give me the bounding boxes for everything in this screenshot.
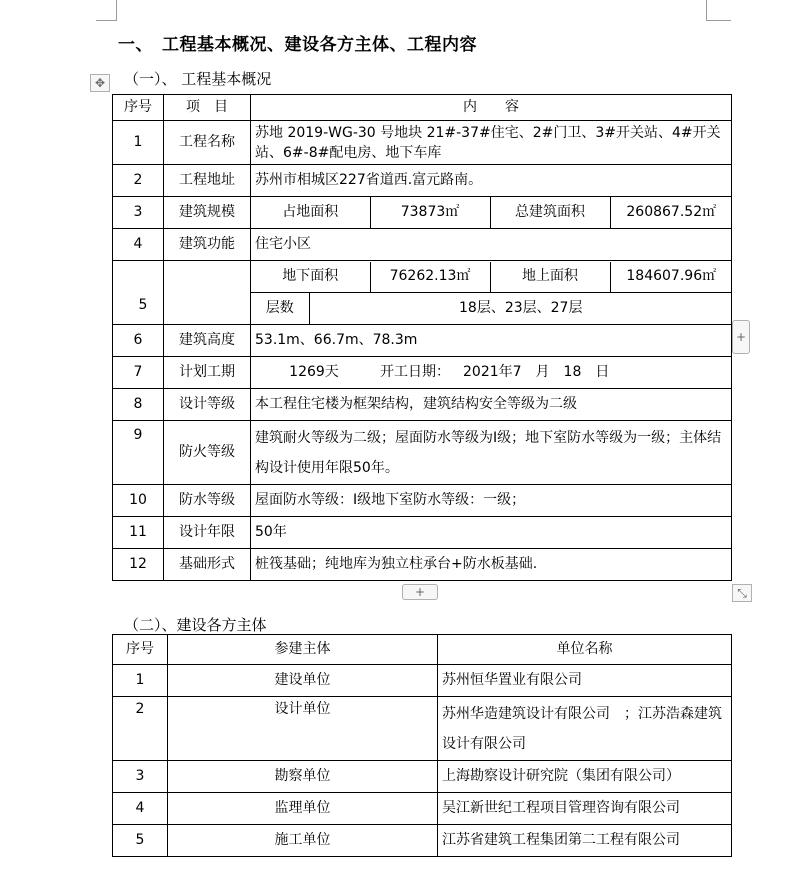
row-no: 1	[113, 121, 164, 165]
header-no: 序号	[113, 635, 168, 665]
row-no: 12	[113, 549, 164, 581]
row-no: 2	[113, 165, 164, 197]
header-item: 项 目	[164, 95, 251, 121]
start-date-value: 2021年7 月 18 日	[463, 364, 610, 380]
row-label: 计划工期	[164, 357, 251, 389]
page-heading: 一、 工程基本概况、建设各方主体、工程内容	[118, 35, 477, 55]
header-content: 内 容	[251, 95, 732, 121]
row-no: 4	[113, 229, 164, 261]
schedule-cell	[251, 357, 732, 389]
row-role: 建设单位	[168, 665, 438, 697]
row-no: 5	[113, 825, 168, 857]
building-scale-subtable	[251, 197, 732, 228]
building-function-value: 住宅小区	[251, 229, 732, 261]
fire-grade-value: 建筑耐火等级为二级；屋面防水等级为Ⅰ级；地下室防水等级为一级；主体结构设计使用年限50年。	[251, 421, 732, 485]
area-floors-cell	[251, 261, 732, 325]
row-label: 工程名称	[164, 121, 251, 165]
row-label: 基础形式	[164, 549, 251, 581]
table-move-handle[interactable]	[90, 74, 110, 92]
row-no: 7	[113, 357, 164, 389]
table-row	[113, 325, 732, 357]
table-row	[113, 261, 732, 325]
row-no: 10	[113, 485, 164, 517]
project-name-value: 苏地 2019-WG-30 号地块 21#-37#住宅、2#门卫、3#开关站、4#开关站、6#-8#配电房、地下车库	[251, 121, 732, 165]
land-area-label: 占地面积	[251, 197, 370, 228]
row-label: 建筑规模	[164, 197, 251, 229]
building-height-value: 53.1m、66.7m、78.3m	[251, 325, 732, 357]
underground-area-value: 76262.13㎡	[370, 262, 490, 293]
above-ground-area-label: 地上面积	[490, 262, 610, 293]
waterproof-grade-value: 屋面防水等级：Ⅰ级地下室防水等级：一级；	[251, 485, 732, 517]
table-row	[113, 165, 732, 197]
header-no: 序号	[113, 95, 164, 121]
row-role: 设计单位	[168, 697, 438, 761]
row-unit: 吴江新世纪工程项目管理咨询有限公司	[438, 793, 732, 825]
table-row	[113, 549, 732, 581]
resize-icon: ⤡	[737, 585, 747, 600]
row-no: 5	[113, 261, 164, 325]
row-label: 建筑高度	[164, 325, 251, 357]
land-area-value: 73873㎡	[370, 197, 490, 228]
table-row	[113, 229, 732, 261]
start-date-label: 开工日期：	[380, 364, 450, 380]
table-row	[113, 485, 732, 517]
foundation-type-value: 桩筏基础；纯地库为独立柱承台+防水板基础.	[251, 549, 732, 581]
parties-table	[112, 634, 732, 857]
row-unit: 苏州华造建筑设计有限公司 ；江苏浩森建筑设计有限公司	[438, 697, 732, 761]
table-row	[113, 517, 732, 549]
row-no: 9	[113, 421, 164, 485]
duration-value: 1269天	[289, 364, 339, 380]
row-no: 8	[113, 389, 164, 421]
row-no: 11	[113, 517, 164, 549]
floors-value: 18层、23层、27层	[459, 299, 583, 316]
row-unit: 苏州恒华置业有限公司	[438, 665, 732, 697]
table-header-row	[113, 95, 732, 121]
table-row	[113, 121, 732, 165]
table-row	[113, 697, 732, 761]
page-margin-corner-left	[96, 0, 117, 21]
move-icon: ✥	[94, 76, 106, 90]
row-label: 防火等级	[164, 421, 251, 485]
add-row-button[interactable]	[402, 584, 438, 600]
project-overview-table	[112, 94, 732, 581]
table-row	[113, 825, 732, 857]
row-no: 3	[113, 197, 164, 229]
row-label: 设计等级	[164, 389, 251, 421]
row-label: 建筑功能	[164, 229, 251, 261]
table-row	[113, 665, 732, 697]
row-label: 工程地址	[164, 165, 251, 197]
section1-title: （一）、 工程基本概况	[124, 70, 272, 88]
building-scale-cell	[251, 197, 732, 229]
row-no: 1	[113, 665, 168, 697]
table-header-row	[113, 635, 732, 665]
section2-title: （二）、建设各方主体	[124, 616, 267, 634]
row-label: 设计年限	[164, 517, 251, 549]
row-no: 4	[113, 793, 168, 825]
row-no: 2	[113, 697, 168, 761]
row-role: 监理单位	[168, 793, 438, 825]
above-ground-area-value: 184607.96㎡	[610, 262, 732, 293]
row-label-empty	[164, 261, 251, 325]
header-unit: 单位名称	[438, 635, 732, 665]
design-grade-value: 本工程住宅楼为框架结构，建筑结构安全等级为二级	[251, 389, 732, 421]
table-row	[113, 793, 732, 825]
total-area-value: 260867.52㎡	[626, 204, 717, 220]
plus-icon: +	[414, 585, 426, 599]
row-unit: 江苏省建筑工程集团第二工程有限公司	[438, 825, 732, 857]
row-role: 勘察单位	[168, 761, 438, 793]
table-row	[113, 421, 732, 485]
page-margin-corner-right	[706, 0, 731, 21]
row-no: 6	[113, 325, 164, 357]
total-area-label: 总建筑面积	[490, 197, 610, 228]
row-no: 3	[113, 761, 168, 793]
row-role: 施工单位	[168, 825, 438, 857]
design-life-value: 50年	[251, 517, 732, 549]
table-row	[113, 761, 732, 793]
add-column-button[interactable]	[732, 320, 750, 354]
table-row	[113, 389, 732, 421]
area-floors-subtable	[251, 262, 732, 324]
project-address-value: 苏州市相城区227省道西.富元路南。	[251, 165, 732, 197]
table-row	[113, 197, 732, 229]
row-unit: 上海勘察设计研究院（集团有限公司）	[438, 761, 732, 793]
row-label: 防水等级	[164, 485, 251, 517]
floors-label: 层数	[251, 293, 309, 324]
table-row	[113, 357, 732, 389]
plus-icon: +	[735, 330, 747, 344]
underground-area-label: 地下面积	[251, 262, 370, 293]
header-role: 参建主体	[168, 635, 438, 665]
table-resize-handle[interactable]	[732, 584, 752, 602]
